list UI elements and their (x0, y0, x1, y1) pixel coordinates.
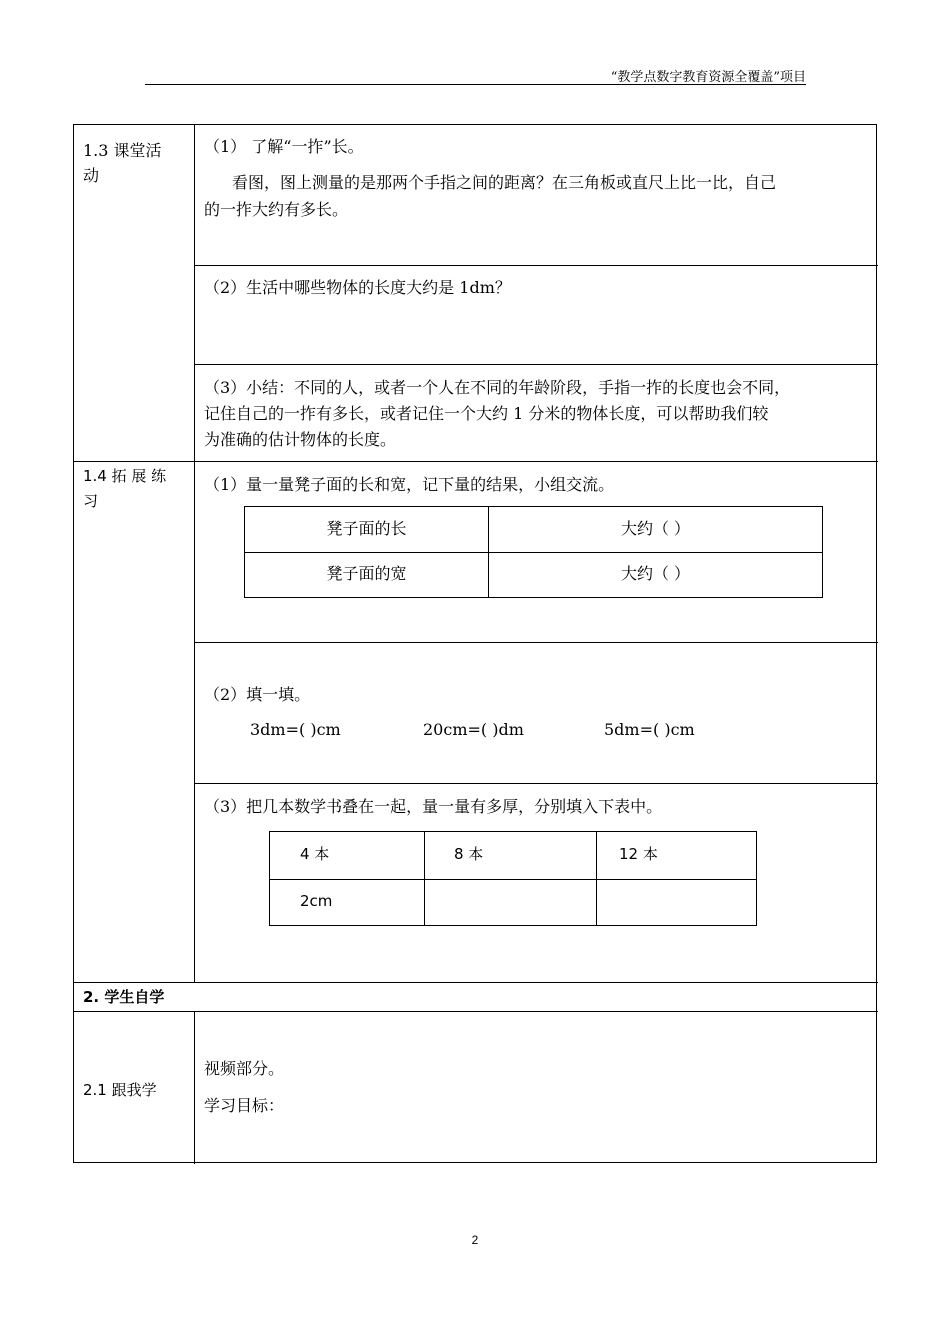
fill-blank-item: 3dm=( )cm (250, 720, 341, 739)
section-label: 1.3 课堂活 (83, 141, 162, 160)
exercise-title: （3）把几本数学书叠在一起，量一量有多厚，分别填入下表中。 (204, 797, 663, 816)
exercise-title: （1）量一量凳子面的长和宽，记下量的结果，小组交流。 (204, 475, 615, 494)
book-thickness-table (269, 831, 757, 926)
paragraph: 看图，图上测量的是那两个手指之间的距离？在三角板或直尺上比一比，自己 (232, 173, 777, 192)
section-heading: 2. 学生自学 (83, 988, 165, 1006)
fill-blank-item: 20cm=( )dm (423, 720, 524, 739)
page-header: “教学点数字教育资源全覆盖”项目 (610, 70, 806, 85)
section-label: 习 (83, 492, 99, 510)
row-divider (270, 879, 756, 880)
paragraph: 为准确的估计物体的长度。 (204, 430, 397, 449)
table-cell: 凳子面的宽 (326, 564, 407, 583)
row-divider (194, 642, 878, 643)
row-divider (194, 783, 878, 784)
activity-title: （1） 了解“一拃”长。 (204, 137, 364, 156)
section-divider (74, 982, 878, 983)
paragraph: （3）小结：不同的人，或者一个人在不同的年龄阶段，手指一拃的长度也会不同， (204, 378, 791, 397)
table-cell: 凳子面的长 (326, 519, 407, 538)
section-label: 2.1 跟我学 (83, 1081, 157, 1099)
paragraph: 视频部分。 (204, 1059, 285, 1078)
activity-title: （2）生活中哪些物体的长度大约是 1dm？ (204, 278, 511, 297)
table-header: 8 本 (454, 845, 484, 863)
section-label: 1.4 拓 展 练 (83, 467, 167, 485)
row-divider (194, 265, 878, 266)
column-divider (194, 125, 195, 982)
row-divider (245, 552, 822, 553)
header-rule (145, 84, 806, 85)
table-header: 12 本 (619, 845, 658, 863)
table-header: 4 本 (300, 845, 330, 863)
paragraph: 学习目标： (204, 1096, 285, 1115)
paragraph: 记住自己的一拃有多长，或者记住一个大约 1 分米的物体长度，可以帮助我们较 (204, 404, 769, 423)
table-cell: 大约（ ） (620, 564, 691, 583)
section-label: 动 (83, 166, 100, 185)
lesson-table (73, 124, 877, 1163)
page-number: 2 (471, 1233, 479, 1247)
fill-blank-item: 5dm=( )cm (604, 720, 695, 739)
row-divider (194, 364, 878, 365)
table-cell: 大约（ ） (620, 519, 691, 538)
paragraph: 的一拃大约有多长。 (204, 200, 349, 219)
exercise-title: （2）填一填。 (204, 685, 311, 704)
stool-measure-table (244, 506, 823, 598)
column-divider (194, 1011, 195, 1164)
table-cell: 2cm (300, 892, 333, 910)
